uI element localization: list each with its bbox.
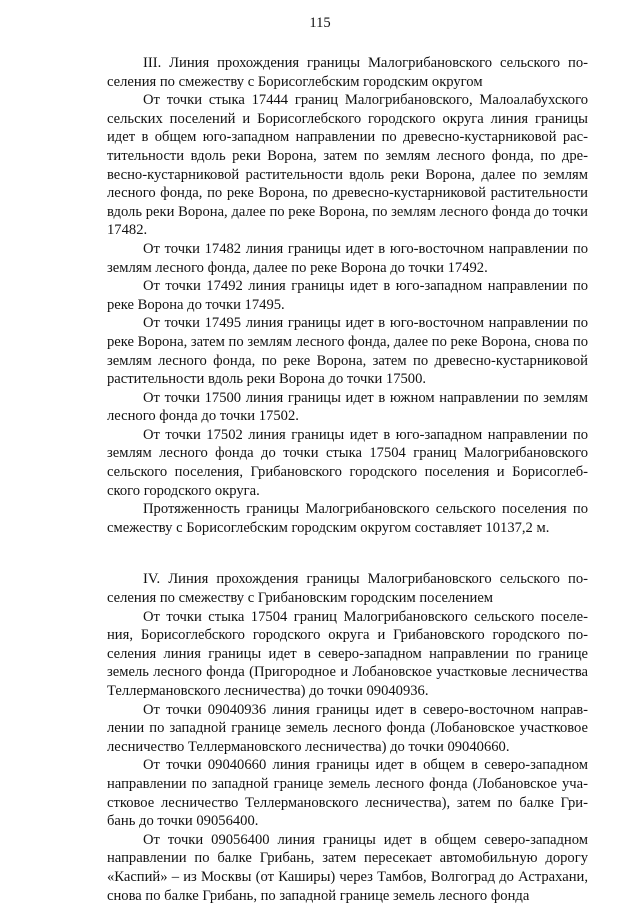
page-number: 115	[309, 15, 331, 31]
document-body	[107, 54, 588, 905]
section-4-heading: IV. Линия прохождения границы Малогрибановского сельского поселения по смежеству с Грибановским городским поселением	[107, 571, 588, 607]
paragraph: От точки 17500 линия границы идет в южном направлении по землям лесного фонда до точки 17502.	[107, 389, 588, 425]
paragraph: Протяженность границы Малогрибановского сельского поселения по смежеству с Борисоглебским городским округом составляет 10137,2 м.	[107, 501, 588, 536]
paragraph: От точки 17482 линия границы идет в юго-восточном направлении по землям лесного фонда, далее по реке Ворона до точки 17492.	[107, 240, 588, 276]
paragraph: От точки 09040660 линия границы идет в общем в северо-западном направлении по западной границе земель лесного фонда (Лобановское участковое лесничество Теллермановского лесничества), затем по балке Грибань до точки 09056400.	[107, 757, 588, 830]
paragraph: От точки стыка 17504 границ Малогрибановского сельского поселения, Борисоглебского городского округа и Грибановского городского поселения линия границы идет в северо-западном направлении по границе земель лесного фонда (Пригородное и Лобановское участковые лесничества Теллермановского лесничества) до точки 09040936.	[107, 608, 588, 699]
paragraph: От точки стыка 17444 границ Малогрибановского, Малоалабухского сельских поселений и Борисоглебского городского округа линия границы идет в общем юго-западном направлении по древесно-кустарниковой растительности вдоль реки Ворона, затем по землям лесного фонда, по древесно-кустарниковой растительности вдоль реки Ворона, далее по землям лесного фонда, по реке Ворона, по древесно-кустарниковой растительности вдоль реки Ворона, далее по реке Ворона, по землям лесного фонда до точки 17482.	[107, 92, 588, 239]
paragraph: От точки 09040936 линия границы идет в северо-восточном направлении по западной границе земель лесного фонда (Лобановское участковое лесничество Теллермановского лесничества) до точки 09040660.	[107, 701, 588, 755]
section-3	[107, 54, 588, 537]
paragraph: От точки 17495 линия границы идет в юго-восточном направлении по реке Ворона, затем по землям лесного фонда, далее по реке Ворона, снова по землям лесного фонда, по реке Ворона, затем по древесно-кустарниковой растительности вдоль реки Ворона до точки 17500.	[107, 315, 588, 388]
section-spacer	[107, 537, 588, 570]
paragraph: От точки 17502 линия границы идет в юго-западном направлении по землям лесного фонда до точки стыка 17504 границ Малогрибановского сельского поселения, Грибановского городского поселения и Борисоглебского городского округа.	[107, 426, 588, 499]
paragraph: От точки 09056400 линия границы идет в общем северо-западном направлении по балке Грибань, затем пересекает автомобильную дорогу «Каспий» – из Москвы (от Каширы) через Тамбов, Волгоград до Астрахани, снова по балке Грибань, по западной границе земель лесного фонда	[107, 831, 588, 904]
section-4	[107, 570, 588, 905]
paragraph: От точки 17492 линия границы идет в юго-западном направлении по реке Ворона до точки 17495.	[107, 278, 588, 313]
section-3-heading: III. Линия прохождения границы Малогрибановского сельского поселения по смежеству с Борисоглебским городским округом	[107, 55, 588, 90]
